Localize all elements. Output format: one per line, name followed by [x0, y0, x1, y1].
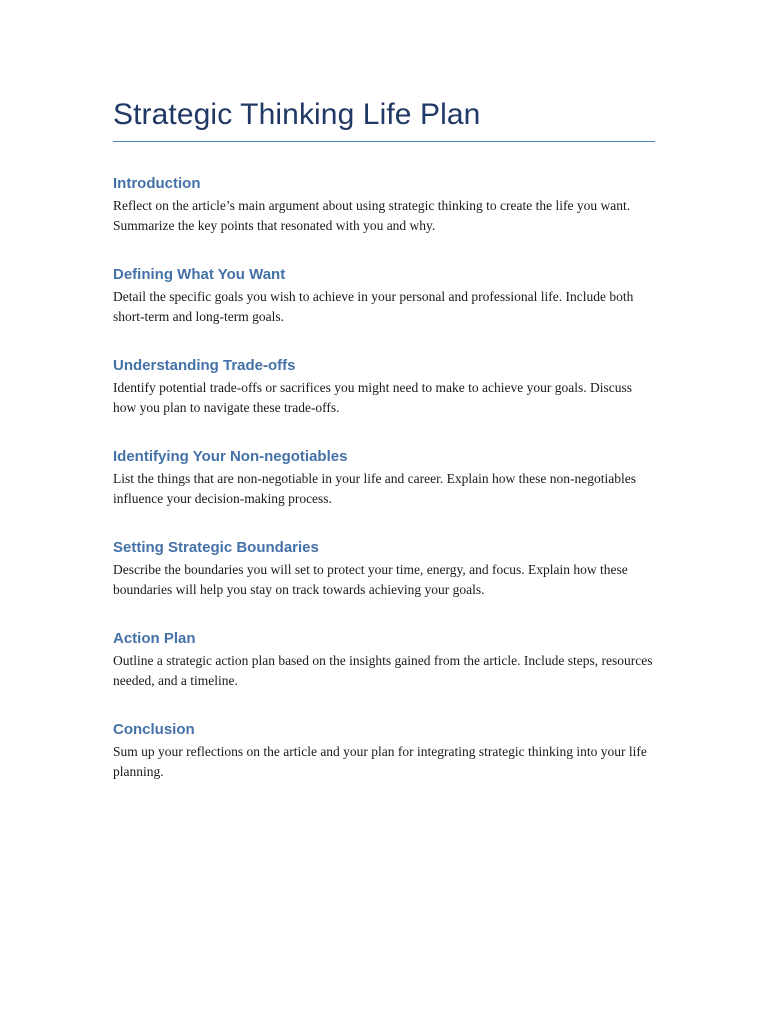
section-body: Describe the boundaries you will set to protect your time, energy, and focus. Explain how these boundaries will help you stay on track towards achieving your goals. [113, 562, 628, 597]
section-heading: Action Plan [113, 630, 196, 647]
section-heading: Setting Strategic Boundaries [113, 539, 319, 556]
section-body: Detail the specific goals you wish to achieve in your personal and professional life. Include both short-term and long-term goals. [113, 289, 634, 324]
section-body: Reflect on the article’s main argument about using strategic thinking to create the life you want. Summarize the key points that resonated with you and why. [113, 198, 631, 233]
section-defining-what-you-want [113, 265, 655, 326]
section-body: Outline a strategic action plan based on the insights gained from the article. Include steps, resources needed, and a timeline. [113, 653, 653, 688]
section-non-negotiables [113, 447, 655, 508]
section-action-plan [113, 629, 655, 690]
document-page [113, 96, 655, 811]
section-body: Identify potential trade-offs or sacrifices you might need to make to achieve your goals. Discuss how you plan to navigate these trade-offs. [113, 380, 632, 415]
section-heading: Defining What You Want [113, 266, 286, 283]
section-body: List the things that are non-negotiable in your life and career. Explain how these non-negotiables influence your decision-making process. [113, 471, 636, 506]
section-introduction [113, 174, 655, 235]
section-body: Sum up your reflections on the article and your plan for integrating strategic thinking into your life planning. [113, 744, 647, 779]
document-title: Strategic Thinking Life Plan [113, 98, 481, 131]
section-heading: Conclusion [113, 721, 195, 738]
section-heading: Understanding Trade-offs [113, 357, 296, 374]
section-understanding-trade-offs [113, 356, 655, 417]
section-heading: Introduction [113, 175, 201, 192]
title-divider [113, 141, 655, 142]
section-conclusion [113, 720, 655, 781]
section-heading: Identifying Your Non-negotiables [113, 448, 348, 465]
section-strategic-boundaries [113, 538, 655, 599]
